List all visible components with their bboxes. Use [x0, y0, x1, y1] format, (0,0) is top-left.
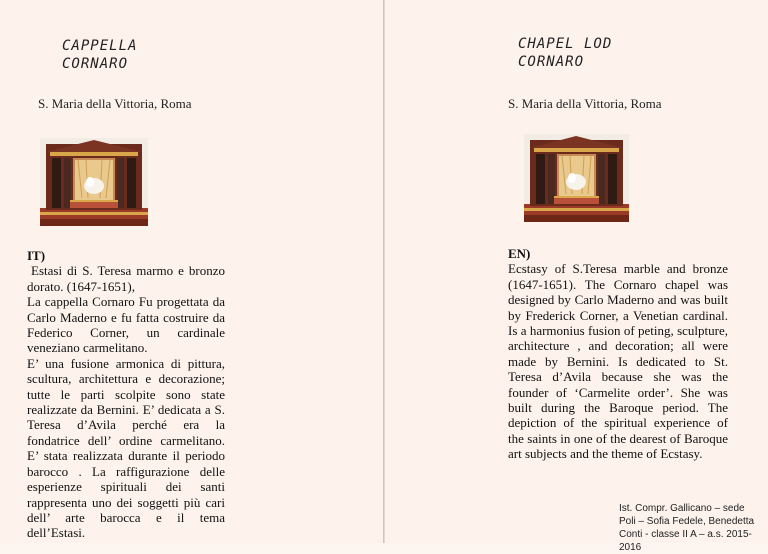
left-chapel-image [40, 138, 148, 226]
credits: Ist. Compr. Gallicano – sede Poli – Sofia Fedele, Benedetta Conti - classe II A – a.s. 2015-2016 [619, 503, 755, 553]
right-title: CHAPEL LOD CORNARO [518, 36, 613, 70]
left-location: S. Maria della Vittoria, Roma [38, 96, 192, 111]
left-paragraph-3: E’ una fusione armonica di pittura, scultura, architettura e decorazione; tutte le parti scolpite sono state realizzate da Bernini. E’ dedicata a S. Teresa d’Avila perché era la fondatrice dell’ ordine carmelitano. E’ stata realizzata durante il periodo barocco . La raffigurazione delle esperienze spirituali dei santi rappresenta uno dei soggetti più cari dell’ arte barocca e il tema dell’Estasi. [27, 355, 225, 541]
left-heading: IT) [27, 248, 46, 263]
left-page [0, 0, 383, 543]
right-page [385, 0, 768, 553]
left-body [27, 248, 225, 541]
left-title: CAPPELLA CORNARO [62, 38, 138, 72]
left-paragraph-1: Estasi di S. Teresa marmo e bronzo dorato. (1647-1651), [27, 263, 225, 294]
right-body [508, 246, 728, 462]
left-paragraph-2: La cappella Cornaro Fu progettata da Carlo Maderno e fu fatta costruire da Federico Corner, un cardinale veneziano carmelitano. [27, 294, 225, 356]
right-paragraph-1: Ecstasy of S.Teresa marble and bronze (1647-1651). The Cornaro chapel was designed by Carlo Maderno and was built by Frederick Corner, a Venetian cardinal. Is a harmonius fusion of peting, sculpture, architecture , and decoration; all were made by Bernini. Is dedicated to St. Teresa d’Avila because she was the founder of ‘Carmelite order’. She was built during the Baroque period. The depiction of the spiritual experience of the saints in one of the dearest of Baroque art subjects and the theme of Ecstasy. [508, 261, 728, 462]
right-location: S. Maria della Vittoria, Roma [508, 96, 662, 111]
right-chapel-image [524, 134, 629, 222]
right-heading: EN) [508, 246, 531, 261]
